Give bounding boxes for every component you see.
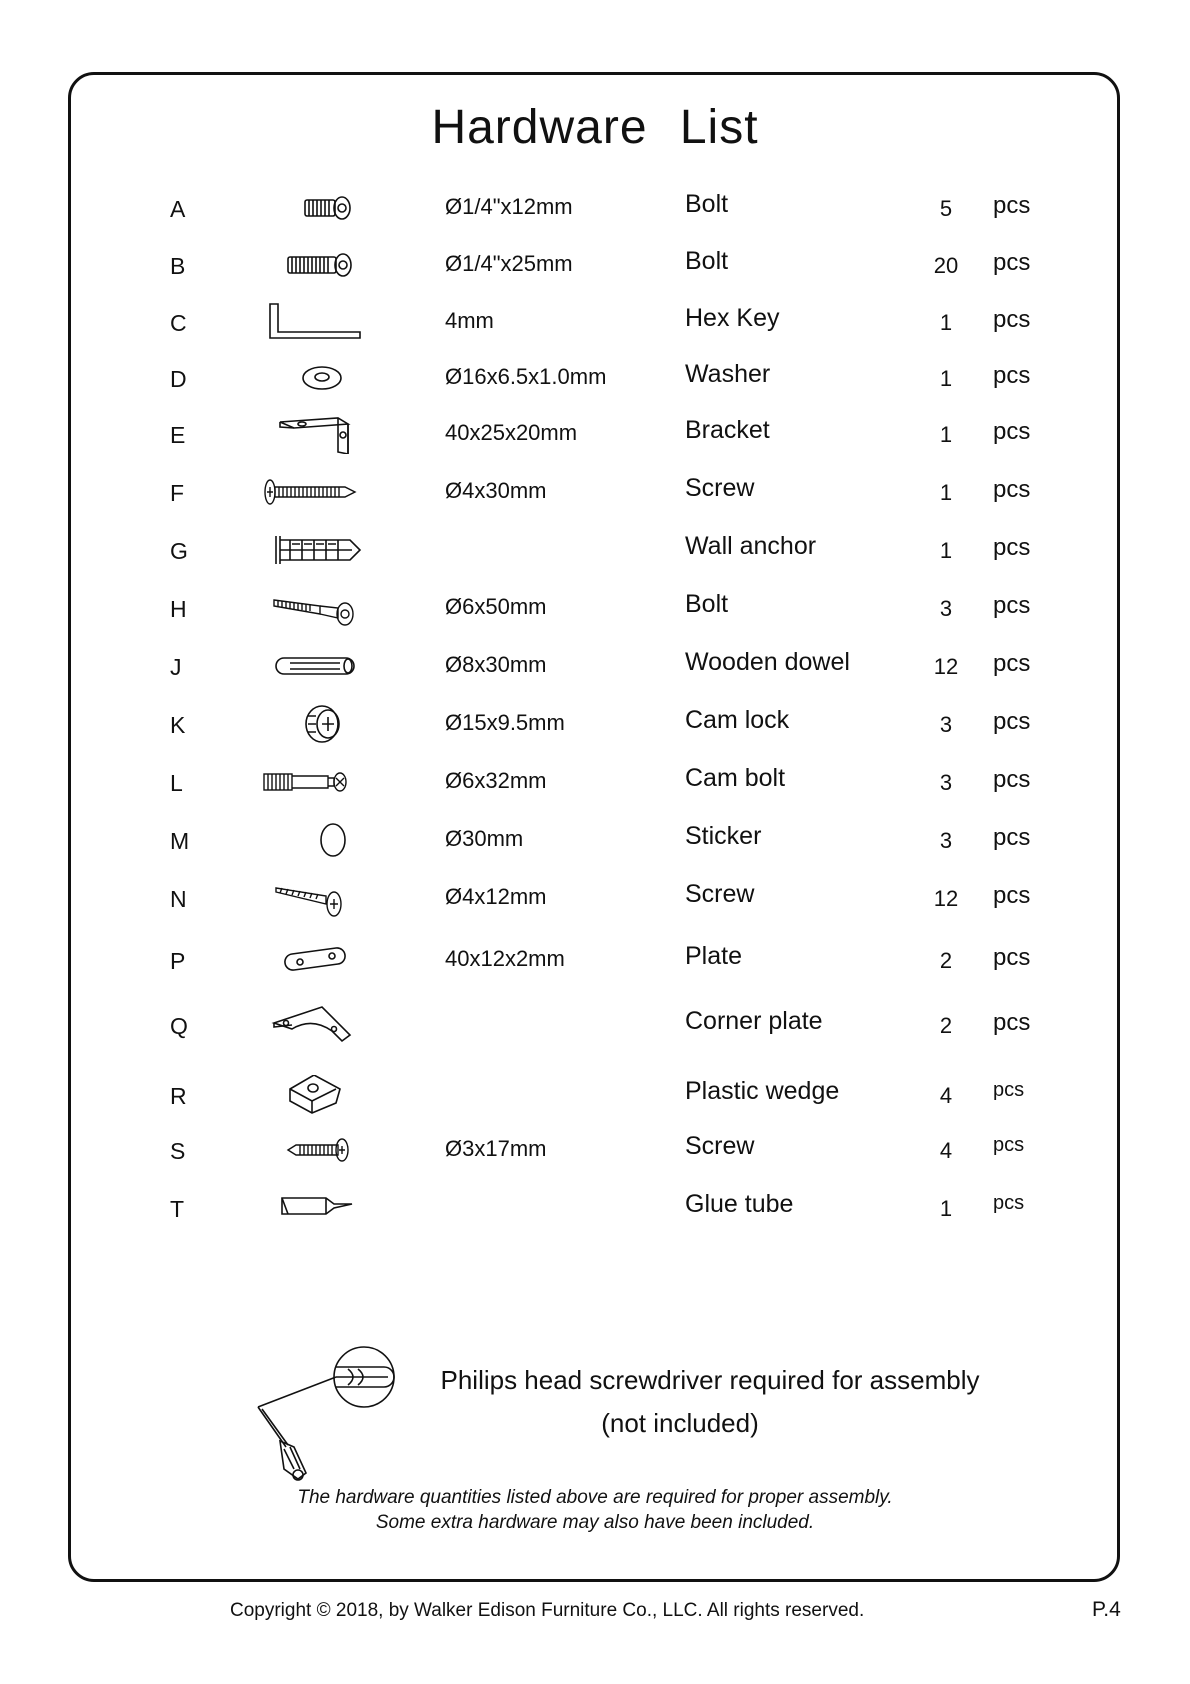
item-spec: Ø15x9.5mm [445,710,565,735]
item-qty: 12 [933,886,959,911]
cam-bolt-icon [262,762,382,802]
item-letter: N [170,886,187,912]
sticker-icon [262,820,382,860]
hardware-row-t [0,1188,1190,1228]
hardware-row-q [0,1005,1190,1045]
item-name: Bolt [685,190,729,218]
hardware-row-j [0,646,1190,686]
item-spec: Ø8x30mm [445,652,547,677]
screwdriver-icon [252,1345,422,1485]
item-spec: Ø4x30mm [445,478,547,503]
item-unit: pcs [993,192,1031,219]
hardware-row-b [0,245,1190,285]
item-unit: pcs [993,534,1031,561]
tool-not-included-note: (not included) [601,1408,759,1438]
item-qty: 1 [939,480,953,505]
item-unit: pcs [993,592,1031,619]
item-name: Corner plate [685,1007,823,1035]
hardware-row-p [0,940,1190,980]
item-unit: pcs [993,1192,1025,1214]
item-spec: Ø6x50mm [445,594,547,619]
item-unit: pcs [993,708,1031,735]
item-qty: 3 [939,596,953,621]
item-unit: pcs [993,1009,1031,1036]
item-qty: 1 [939,538,953,563]
item-name: Plastic wedge [685,1077,840,1105]
item-qty: 1 [939,422,953,447]
item-name: Glue tube [685,1190,794,1218]
item-name: Hex Key [685,304,780,332]
hardware-row-m [0,820,1190,860]
cam-lock-icon [262,704,382,744]
hardware-row-r [0,1075,1190,1115]
page-title: Hardware List [431,101,759,154]
disclaimer [0,1485,1190,1535]
short-screw-icon [262,878,382,918]
item-unit: pcs [993,650,1031,677]
item-letter: M [170,828,190,854]
item-name: Screw [685,474,755,502]
disclaimer-line-2: Some extra hardware may also have been included. [375,1512,815,1533]
item-letter: L [170,770,183,796]
item-name: Cam lock [685,706,790,734]
item-spec: Ø6x32mm [445,768,547,793]
item-unit: pcs [993,249,1031,276]
hardware-row-s [0,1130,1190,1170]
hardware-row-a [0,188,1190,228]
item-qty: 2 [939,1013,953,1038]
plate-icon [262,940,382,980]
threaded-bolt-icon [262,588,382,628]
copyright-notice: Copyright © 2018, by Walker Edison Furniture Co., LLC. All rights reserved. [230,1600,865,1621]
item-spec: Ø1/4"x12mm [445,194,573,219]
item-unit: pcs [993,306,1031,333]
item-letter: T [170,1196,185,1222]
small-screw-icon [262,1130,382,1170]
item-letter: H [170,596,187,622]
hardware-row-g [0,530,1190,570]
item-spec: Ø30mm [445,826,524,851]
item-name: Cam bolt [685,764,786,792]
item-spec: 40x25x20mm [445,420,578,445]
item-unit: pcs [993,824,1031,851]
item-letter: C [170,310,187,336]
item-qty: 1 [939,310,953,335]
item-spec: Ø3x17mm [445,1136,547,1161]
item-letter: Q [170,1013,188,1039]
item-qty: 2 [939,948,953,973]
hardware-row-l [0,762,1190,802]
item-letter: J [170,654,182,680]
item-qty: 20 [933,253,959,278]
item-letter: S [170,1138,186,1164]
item-qty: 4 [939,1083,953,1108]
item-unit: pcs [993,944,1031,971]
item-letter: E [170,422,186,448]
hardware-row-h [0,588,1190,628]
hardware-row-c [0,302,1190,342]
item-unit: pcs [993,476,1031,503]
item-qty: 3 [939,770,953,795]
item-unit: pcs [993,418,1031,445]
item-name: Bracket [685,416,770,444]
wall-anchor-icon [262,530,382,570]
hardware-row-k [0,704,1190,744]
item-unit: pcs [993,766,1031,793]
item-qty: 5 [939,196,953,221]
item-qty: 3 [939,828,953,853]
item-name: Wall anchor [685,532,817,560]
item-name: Bolt [685,247,729,275]
page-number: P.4 [1092,1598,1121,1621]
item-name: Sticker [685,822,762,850]
item-name: Wooden dowel [685,648,850,676]
item-letter: G [170,538,188,564]
item-letter: F [170,480,185,506]
hardware-row-d [0,358,1190,398]
short-bolt-icon [262,188,382,228]
item-letter: R [170,1083,187,1109]
item-unit: pcs [993,882,1031,909]
hardware-row-f [0,472,1190,512]
item-qty: 3 [939,712,953,737]
item-letter: P [170,948,186,974]
item-qty: 1 [939,1196,953,1221]
washer-icon [262,358,382,398]
item-unit: pcs [993,1079,1025,1101]
item-letter: B [170,253,186,279]
item-name: Plate [685,942,742,970]
item-spec: 4mm [445,308,494,333]
item-letter: A [170,196,186,222]
item-unit: pcs [993,1134,1025,1156]
item-name: Screw [685,880,755,908]
bracket-icon [262,414,382,454]
item-letter: D [170,366,187,392]
plastic-wedge-icon [262,1075,382,1115]
item-name: Screw [685,1132,755,1160]
item-letter: K [170,712,186,738]
hardware-row-e [0,414,1190,454]
item-qty: 12 [933,654,959,679]
item-unit: pcs [993,362,1031,389]
item-qty: 4 [939,1138,953,1163]
long-screw-icon [262,472,382,512]
glue-tube-icon [262,1188,382,1228]
tool-required-note: Philips head screwdriver required for assembly [440,1365,980,1395]
item-name: Bolt [685,590,729,618]
corner-plate-icon [262,1005,382,1045]
long-bolt-icon [262,245,382,285]
item-spec: Ø1/4"x25mm [445,251,573,276]
item-spec: 40x12x2mm [445,946,565,971]
hardware-row-n [0,878,1190,918]
wooden-dowel-icon [262,646,382,686]
item-spec: Ø4x12mm [445,884,547,909]
item-qty: 1 [939,366,953,391]
item-name: Washer [685,360,771,388]
item-spec: Ø16x6.5x1.0mm [445,364,607,389]
disclaimer-line-1: The hardware quantities listed above are required for proper assembly. [297,1487,893,1508]
hex-key-icon [262,302,382,342]
